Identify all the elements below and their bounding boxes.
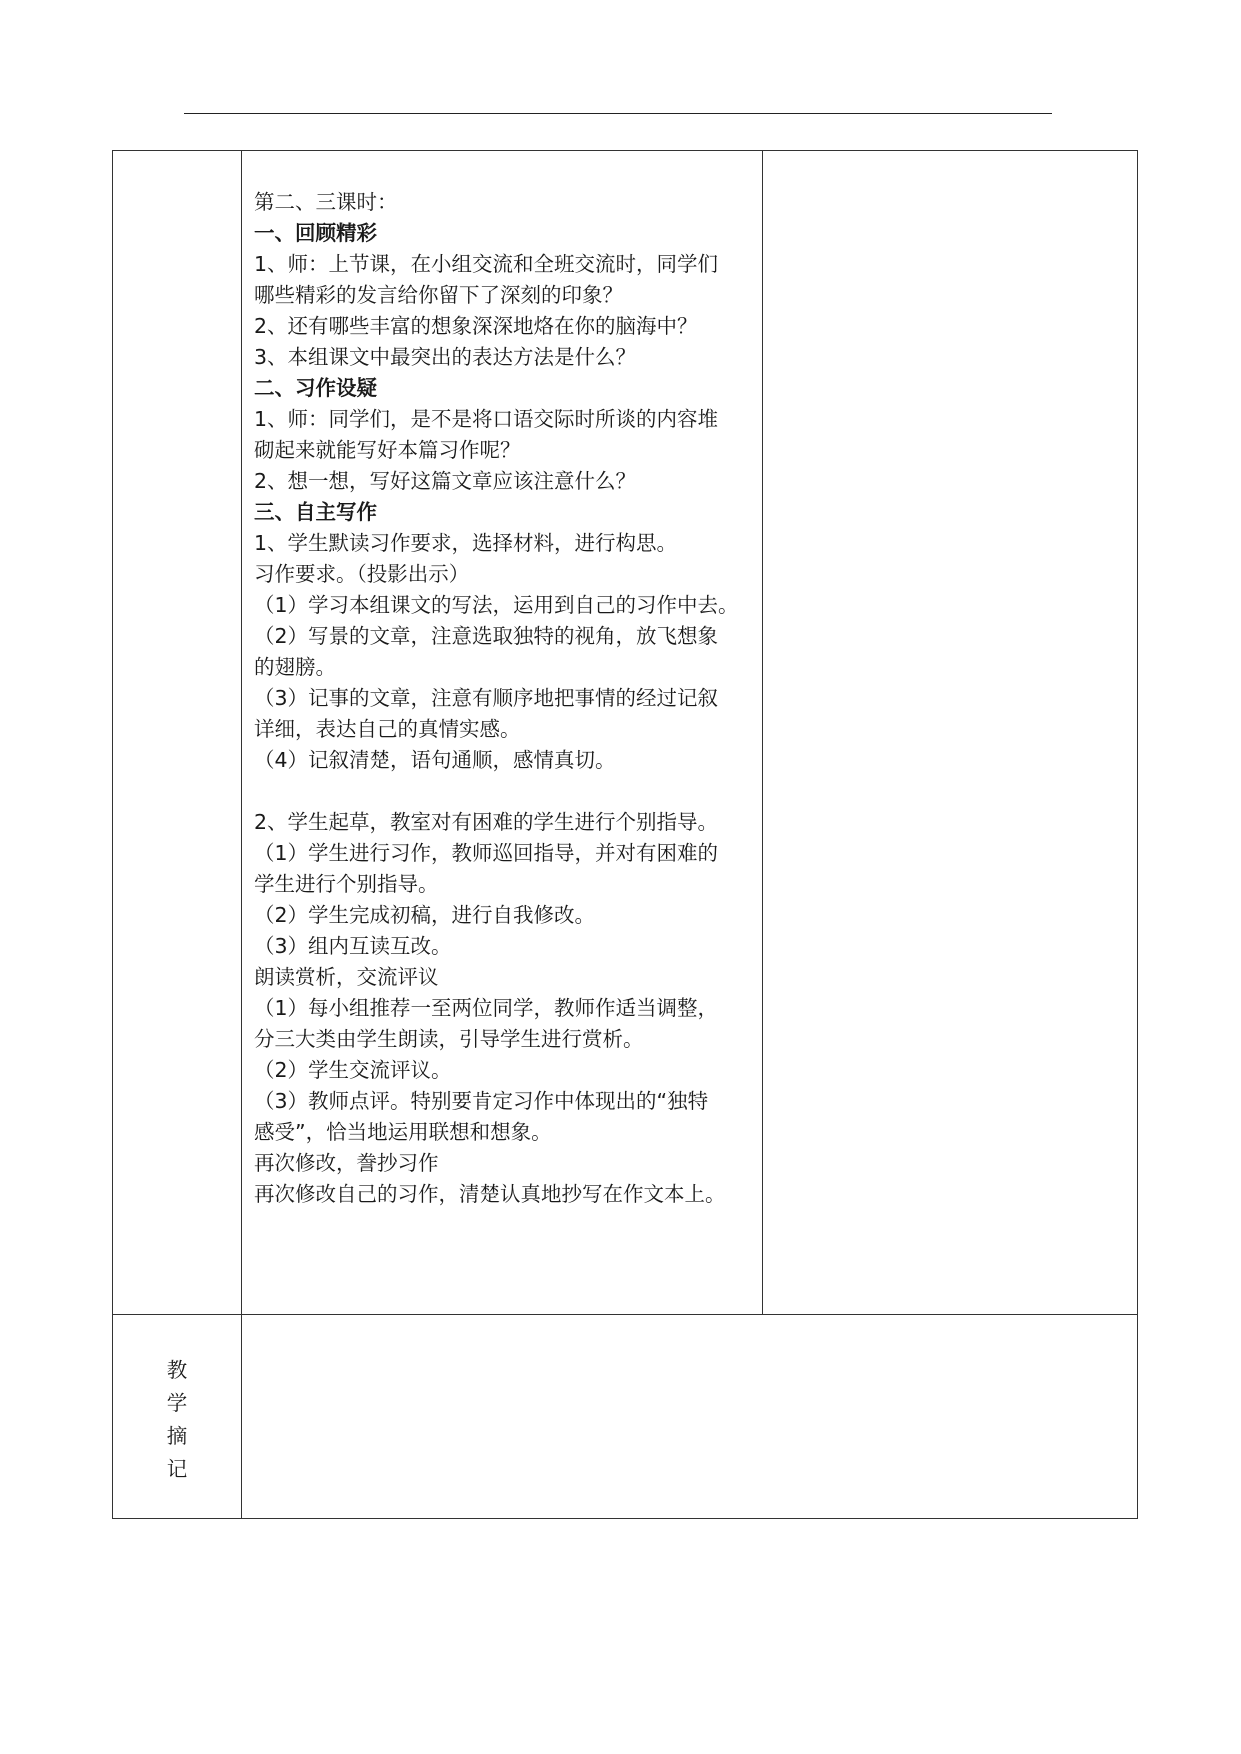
content-line: （4）记叙清楚，语句通顺，感情真切。 [254,748,616,772]
content-line: 再次修改，誊抄习作 [254,1151,439,1175]
content-line: （3）教师点评。特别要肯定习作中体现出的“独特 [254,1089,709,1113]
content-line: 感受”，恰当地运用联想和想象。 [254,1120,552,1144]
blank-line [254,776,754,807]
content-line: （2）写景的文章，注意选取独特的视角，放飞想象 [254,624,719,648]
lesson-content-row [113,151,1138,1315]
content-line: 分三大类由学生朗读，引导学生进行赏析。 [254,1027,644,1051]
content-line: 1、学生默读习作要求，选择材料，进行构思。 [254,531,678,555]
content-line: 朗读赏析，交流评议 [254,965,439,989]
content-line: 哪些精彩的发言给你留下了深刻的印象？ [254,283,623,307]
teaching-notes-label-char: 教 [166,1357,188,1382]
section-heading: 三、自主写作 [254,500,377,524]
content-line: 1、师：同学们，是不是将口语交际时所谈的内容堆 [254,407,719,431]
content-line: 1、师：上节课，在小组交流和全班交流时，同学们 [254,252,719,276]
content-line: （1）学生进行习作，教师巡回指导，并对有困难的 [254,841,719,865]
section-heading: 二、习作设疑 [254,376,377,400]
content-line: 2、学生起草，教室对有困难的学生进行个别指导。 [254,810,719,834]
content-line: （1）每小组推荐一至两位同学，教师作适当调整， [254,996,719,1020]
content-line: （1）学习本组课文的写法，运用到自己的习作中去。 [254,593,739,617]
content-line: 习作要求。（投影出示） [254,562,470,586]
teaching-notes-label-char: 摘 [166,1423,188,1448]
content-line: （3）记事的文章，注意有顺序地把事情的经过记叙 [254,686,719,710]
content-line: （2）学生完成初稿，进行自我修改。 [254,903,596,927]
content-line: 再次修改自己的习作，清楚认真地抄写在作文本上。 [254,1182,726,1206]
content-line: （3）组内互读互改。 [254,934,452,958]
lesson-content-cell [242,151,763,1315]
content-line: （2）学生交流评议。 [254,1058,452,1082]
content-line: 详细，表达自己的真情实感。 [254,717,521,741]
content-line: 砌起来就能写好本篇习作呢？ [254,438,521,462]
content-line: 的翅膀。 [254,655,336,679]
content-line: 2、还有哪些丰富的想象深深地烙在你的脑海中？ [254,314,698,338]
content-line: 2、想一想，写好这篇文章应该注意什么？ [254,469,637,493]
left-label-cell [113,151,242,1315]
content-line: 3、本组课文中最突出的表达方法是什么？ [254,345,637,369]
section-heading: 一、回顾精彩 [254,221,377,245]
teaching-notes-cell [242,1315,1138,1519]
teaching-notes-label-char: 学 [166,1390,188,1415]
content-line: 学生进行个别指导。 [254,872,439,896]
header-rule [184,113,1052,114]
teaching-notes-label-char: 记 [166,1456,188,1481]
teaching-notes-label [113,1315,242,1519]
lesson-plan-table [112,150,1138,1519]
content-line: 第二、三课时： [254,190,398,214]
remarks-cell [763,151,1138,1315]
teaching-notes-row [113,1315,1138,1519]
lesson-content-lines [254,187,754,1210]
